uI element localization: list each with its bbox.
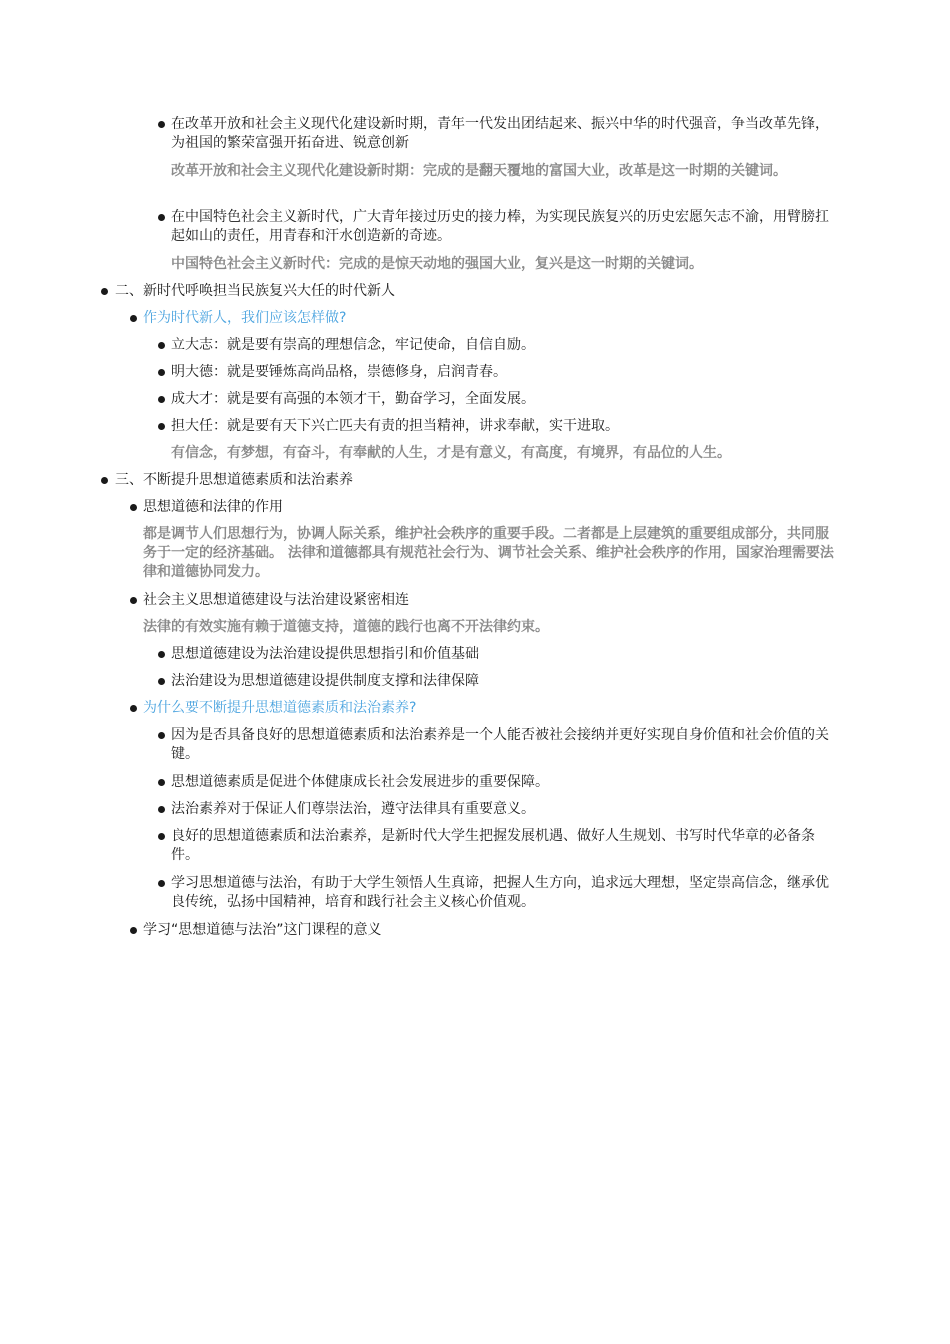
- bullet-icon: [130, 504, 137, 511]
- bullet-icon: [158, 833, 165, 840]
- subsection-heading: 社会主义思想道德建设与法治建设紧密相连: [143, 592, 409, 608]
- bullet-icon: [158, 678, 165, 685]
- list-item: 在改革开放和社会主义现代化建设新时期，青年一代发出团结起来、振兴中华的时代强音，争当改革先锋，为祖国的繁荣富强开拓奋进、锐意创新: [171, 116, 829, 151]
- summary-note: 改革开放和社会主义现代化建设新时期：完成的是翻天覆地的富国大业，改革是这一时期的关键词。: [171, 163, 787, 179]
- bullet-icon: [158, 806, 165, 813]
- list-item: 思想道德建设为法治建设提供思想指引和价值基础: [171, 646, 479, 662]
- bullet-icon: [158, 423, 165, 430]
- summary-note: 有信念，有梦想，有奋斗，有奉献的人生，才是有意义，有高度，有境界，有品位的人生。: [171, 445, 731, 461]
- bullet-icon: [130, 315, 137, 322]
- list-item: 法治建设为思想道德建设提供制度支撑和法律保障: [171, 673, 479, 689]
- summary-note: 法律的有效实施有赖于道德支持，道德的践行也离不开法律约束。: [143, 619, 549, 635]
- bullet-icon: [101, 288, 108, 295]
- bullet-icon: [130, 597, 137, 604]
- list-item: 成大才：就是要有高强的本领才干，勤奋学习，全面发展。: [171, 391, 535, 407]
- subsection-heading: 学习“思想道德与法治”这门课程的意义: [143, 922, 382, 938]
- question-heading: 为什么要不断提升思想道德素质和法治素养?: [143, 700, 417, 716]
- list-item: 学习思想道德与法治，有助于大学生领悟人生真谛，把握人生方向，追求远大理想，坚定崇高信念，继承优良传统，弘扬中国精神，培育和践行社会主义核心价值观。: [171, 875, 829, 910]
- subsection-heading: 思想道德和法律的作用: [143, 499, 283, 515]
- list-item: 在中国特色社会主义新时代，广大青年接过历史的接力棒，为实现民族复兴的历史宏愿矢志不渝，用臂膀扛起如山的责任，用青春和汗水创造新的奇迹。: [171, 209, 829, 244]
- list-item: 因为是否具备良好的思想道德素质和法治素养是一个人能否被社会接纳并更好实现自身价值和社会价值的关键。: [171, 727, 829, 762]
- bullet-icon: [158, 732, 165, 739]
- bullet-icon: [158, 342, 165, 349]
- bullet-icon: [158, 396, 165, 403]
- bullet-icon: [158, 121, 165, 128]
- list-item: 担大任：就是要有天下兴亡匹夫有责的担当精神，讲求奉献，实干进取。: [171, 418, 619, 434]
- bullet-icon: [101, 477, 108, 484]
- list-item: 明大德：就是要锤炼高尚品格，崇德修身，启润青春。: [171, 364, 507, 380]
- summary-note: 中国特色社会主义新时代：完成的是惊天动地的强国大业，复兴是这一时期的关键词。: [171, 256, 703, 272]
- bullet-icon: [158, 214, 165, 221]
- section-heading: 二、新时代呼唤担当民族复兴大任的时代新人: [115, 283, 395, 299]
- summary-note: 都是调节人们思想行为，协调人际关系，维护社会秩序的重要手段。二者都是上层建筑的重要组成部分，共同服务于一定的经济基础。 法律和道德都具有规范社会行为、调节社会关系、维护社会秩序的作用，国家治理需要法律和道德协同发力。: [143, 526, 834, 580]
- bullet-icon: [158, 880, 165, 887]
- list-item: 立大志：就是要有崇高的理想信念，牢记使命，自信自励。: [171, 337, 535, 353]
- list-item: 良好的思想道德素质和法治素养，是新时代大学生把握发展机遇、做好人生规划、书写时代华章的必备条件。: [171, 828, 815, 863]
- bullet-icon: [158, 779, 165, 786]
- bullet-icon: [130, 927, 137, 934]
- list-item: 思想道德素质是促进个体健康成长社会发展进步的重要保障。: [171, 774, 549, 790]
- bullet-icon: [158, 369, 165, 376]
- section-heading: 三、不断提升思想道德素质和法治素养: [115, 472, 353, 488]
- question-heading: 作为时代新人，我们应该怎样做?: [143, 310, 347, 326]
- bullet-icon: [158, 651, 165, 658]
- list-item: 法治素养对于保证人们尊崇法治，遵守法律具有重要意义。: [171, 801, 535, 817]
- bullet-icon: [130, 705, 137, 712]
